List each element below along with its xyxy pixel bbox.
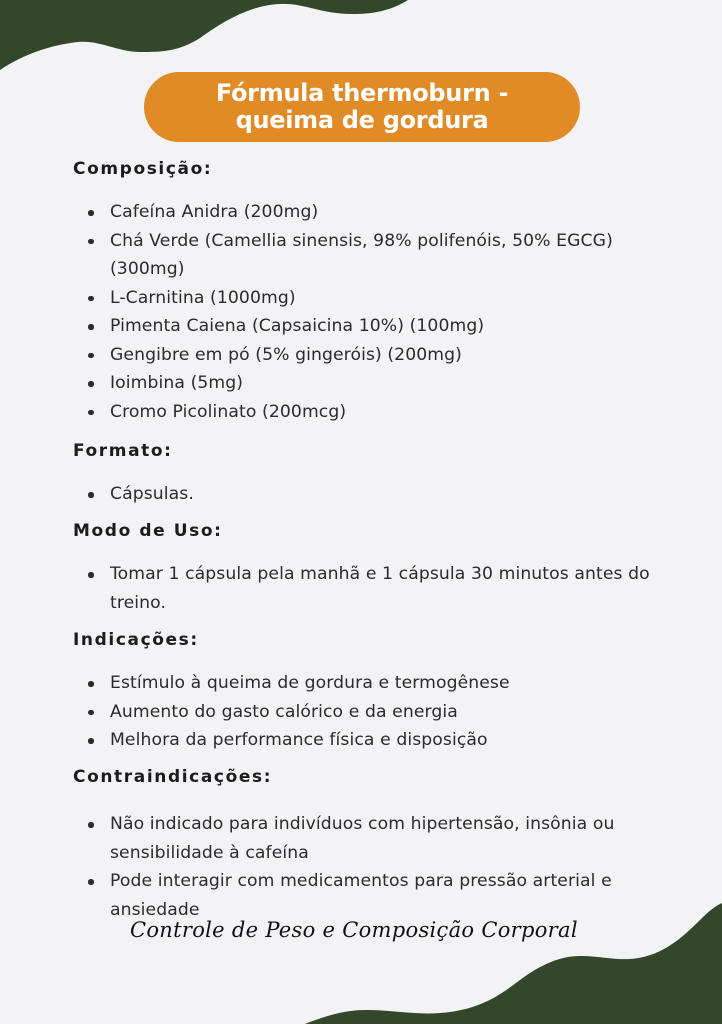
format-list <box>73 480 663 509</box>
indications-list <box>73 669 663 755</box>
list-item: Chá Verde (Camellia sinensis, 98% polifenóis, 50% EGCG) (300mg) <box>73 227 663 284</box>
list-item: Aumento do gasto calórico e da energia <box>73 698 663 727</box>
list-item: Cromo Picolinato (200mcg) <box>73 398 663 427</box>
section-contraindicacoes <box>73 762 663 924</box>
section-heading: Formato: <box>73 441 173 461</box>
title-line-2: queima de gordura <box>235 106 489 134</box>
list-item: Pode interagir com medicamentos para pressão arterial e ansiedade <box>73 867 663 924</box>
title-line-1: Fórmula thermoburn - <box>215 79 509 107</box>
list-item: Tomar 1 cápsula pela manhã e 1 cápsula 30 minutos antes do treino. <box>73 560 663 617</box>
list-item: Cápsulas. <box>73 480 663 509</box>
section-heading: Composição: <box>73 159 213 179</box>
section-formato <box>73 436 663 509</box>
section-heading: Modo de Uso: <box>73 521 223 541</box>
usage-list <box>73 560 663 617</box>
section-heading: Contraindicações: <box>73 767 273 787</box>
list-item: Cafeína Anidra (200mg) <box>73 198 663 227</box>
footer-tagline: Controle de Peso e Composição Corporal <box>130 918 578 942</box>
section-composicao <box>73 154 663 426</box>
list-item: Ioimbina (5mg) <box>73 369 663 398</box>
list-item: L-Carnitina (1000mg) <box>73 284 663 313</box>
title-banner <box>144 72 580 142</box>
list-item: Melhora da performance física e disposição <box>73 726 663 755</box>
section-modo-de-uso <box>73 516 663 617</box>
list-item: Não indicado para indivíduos com hipertensão, insônia ou sensibilidade à cafeína <box>73 810 663 867</box>
list-item: Estímulo à queima de gordura e termogênese <box>73 669 663 698</box>
section-indicacoes <box>73 625 663 755</box>
section-heading: Indicações: <box>73 630 199 650</box>
list-item: Gengibre em pó (5% gingeróis) (200mg) <box>73 341 663 370</box>
composition-list <box>73 198 663 426</box>
list-item: Pimenta Caiena (Capsaicina 10%) (100mg) <box>73 312 663 341</box>
contraindications-list <box>73 810 663 924</box>
